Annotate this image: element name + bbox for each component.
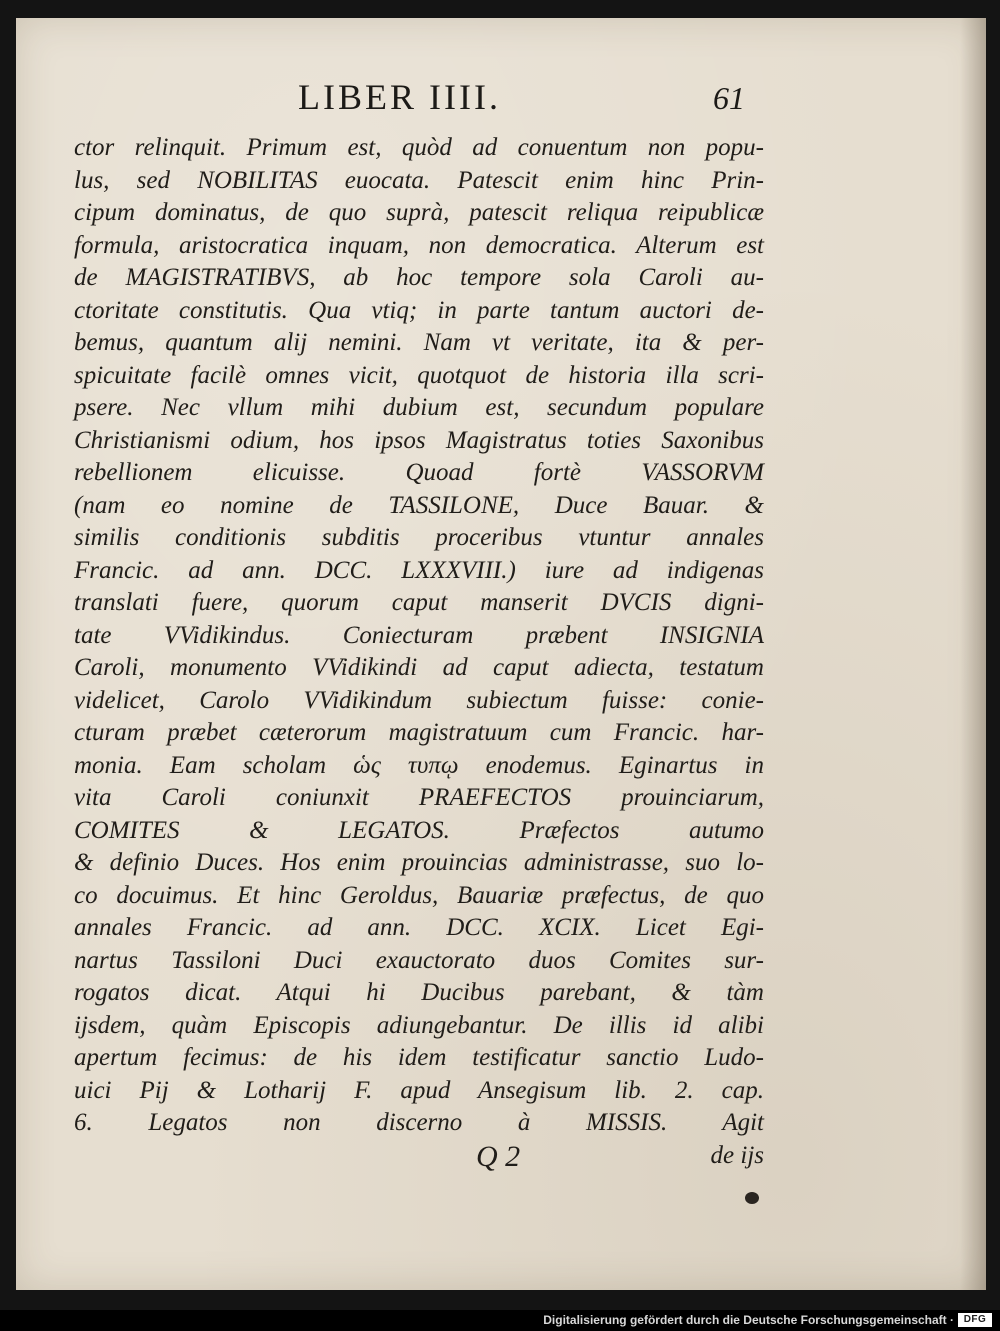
- page-foot: [74, 1140, 764, 1180]
- running-title: LIBER IIII.: [298, 77, 501, 117]
- text-line: ctor relinquit. Primum est, quòd ad conuentum non popu-: [74, 134, 764, 161]
- text-line: lus, sed NOBILITAS euocata. Patescit enim hinc Prin-: [74, 166, 764, 194]
- dfg-logo: DFG: [958, 1313, 992, 1327]
- text-line: cturam præbet cæterorum magistratuum cum Francic. har-: [74, 719, 764, 746]
- ink-blot: [745, 1192, 759, 1204]
- text-line: & definio Duces. Hos enim prouincias administrasse, suo lo-: [74, 849, 764, 876]
- text-line: cipum dominatus, de quo suprà, patescit reliqua reipublicæ: [74, 199, 764, 226]
- text-line: psere. Nec vllum mihi dubium est, secundum populare: [74, 394, 764, 421]
- footer-bar: [0, 1310, 1000, 1331]
- page-edge-shadow: [960, 18, 986, 1290]
- text-line: monia. Eam scholam ὡς τυπῳ enodemus. Eginartus in: [74, 751, 764, 779]
- page-number: 61: [713, 80, 745, 116]
- text-line: vita Caroli coniunxit PRAEFECTOS prouinciarum,: [74, 784, 764, 811]
- text-line: COMITES & LEGATOS. Præfectos autumo: [74, 816, 764, 844]
- text-line: annales Francic. ad ann. DCC. XCIX. Licet Egi-: [74, 914, 764, 941]
- text-line: 6. Legatos non discerno à MISSIS. Agit: [74, 1109, 764, 1136]
- text-line: uici Pij & Lotharij F. apud Ansegisum lib. 2. cap.: [74, 1076, 764, 1104]
- text-line: apertum fecimus: de his idem testificatur sanctio Ludo-: [74, 1044, 764, 1071]
- running-head: [16, 76, 986, 126]
- text-line: Christianismi odium, hos ipsos Magistratus toties Saxonibus: [74, 426, 764, 454]
- text-line: rebellionem elicuisse. Quoad fortè VASSORVM: [74, 459, 764, 486]
- text-line: nartus Tassiloni Duci exauctorato duos Comites sur-: [74, 946, 764, 974]
- book-page: [16, 18, 986, 1290]
- text-line: co docuimus. Et hinc Geroldus, Bauariæ præfectus, de quo: [74, 881, 764, 909]
- text-line: bemus, quantum alij nemini. Nam vt veritate, ita & per-: [74, 329, 764, 356]
- text-line: formula, aristocratica inquam, non democratica. Alterum est: [74, 231, 764, 259]
- funding-credit: Digitalisierung gefördert durch die Deutsche Forschungsgemeinschaft ·: [543, 1313, 954, 1327]
- text-line: Francic. ad ann. DCC. LXXXVIII.) iure ad indigenas: [74, 556, 764, 584]
- text-line: tate VVidikindus. Coniecturam præbent INSIGNIA: [74, 621, 764, 649]
- text-line: videlicet, Carolo VVidikindum subiectum fuisse: conie-: [74, 686, 764, 714]
- text-line: de MAGISTRATIBVS, ab hoc tempore sola Caroli au-: [74, 264, 764, 291]
- text-line: ctoritate constitutis. Qua vtiq; in parte tantum auctori de-: [74, 296, 764, 324]
- text-line: rogatos dicat. Atqui hi Ducibus parebant, & tàm: [74, 979, 764, 1006]
- text-line: similis conditionis subditis proceribus vtuntur annales: [74, 524, 764, 551]
- text-line: (nam eo nomine de TASSILONE, Duce Bauar. &: [74, 491, 764, 519]
- catchword: de ijs: [710, 1142, 764, 1169]
- text-line: Caroli, monumento VVidikindi ad caput adiecta, testatum: [74, 654, 764, 681]
- text-line: ijsdem, quàm Episcopis adiungebantur. De illis id alibi: [74, 1011, 764, 1039]
- body-text: [74, 132, 764, 1140]
- signature-mark: Q 2: [476, 1140, 521, 1173]
- text-line: spicuitate facilè omnes vicit, quotquot de historia illa scri-: [74, 361, 764, 389]
- text-line: translati fuere, quorum caput manserit DVCIS digni-: [74, 589, 764, 616]
